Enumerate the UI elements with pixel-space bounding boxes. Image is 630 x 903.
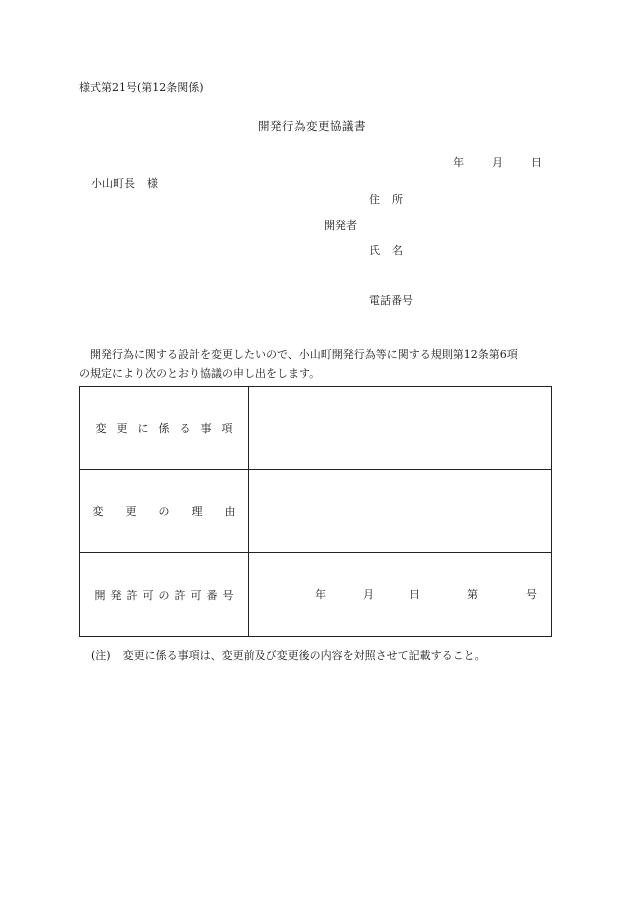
change-reason-field[interactable] <box>249 470 551 552</box>
date-month-label: 月 <box>492 156 503 169</box>
table-row-permit-number <box>80 553 551 636</box>
phone-label: 電話番号 <box>369 294 413 307</box>
change-items-label: 変更に係る事項 <box>95 422 243 435</box>
date-line <box>453 157 542 168</box>
permit-number-field[interactable] <box>249 553 551 636</box>
change-details-table <box>79 386 552 637</box>
permit-month-label: 月 <box>363 588 374 601</box>
name-label <box>369 245 403 256</box>
note-text: 変更に係る事項は、変更前及び変更後の内容を対照させて記載すること。 <box>122 649 486 662</box>
date-day-label: 日 <box>531 156 542 169</box>
addressee <box>91 178 158 189</box>
row-label-permit-number <box>80 553 249 636</box>
request-body-text <box>79 345 555 383</box>
name-label-char-1: 氏 <box>369 244 380 257</box>
change-reason-label: 変更の理由 <box>92 505 258 518</box>
body-line-1: 開発行為に関する設計を変更したいので、小山町開発行為等に関する規則第12条第6項 <box>90 348 518 361</box>
addressee-name: 小山町長 <box>91 177 135 190</box>
row-label-change-items <box>80 387 249 469</box>
name-label-char-2: 名 <box>392 244 403 257</box>
change-items-field[interactable] <box>249 387 551 469</box>
form-number: 様式第21号(第12条関係) <box>79 81 204 94</box>
body-line-2: の規定により次のとおり協議の申し出をします。 <box>79 367 321 380</box>
permit-number-suffix: 号 <box>526 588 537 601</box>
table-row-change-reason <box>80 470 551 553</box>
permit-number-prefix: 第 <box>467 588 478 601</box>
developer-label: 開発者 <box>324 219 357 232</box>
permit-number-label: 開発許可の許可番号 <box>94 588 239 602</box>
date-year-label: 年 <box>453 156 464 169</box>
address-label-char-2: 所 <box>392 193 403 206</box>
row-label-change-reason <box>80 470 258 552</box>
document-title: 開発行為変更協議書 <box>258 119 366 133</box>
address-label <box>369 194 403 205</box>
permit-year-label: 年 <box>315 588 326 601</box>
address-label-char-1: 住 <box>369 193 380 206</box>
table-row-change-items <box>80 387 551 470</box>
permit-day-label: 日 <box>409 588 420 601</box>
note-marker: (注) <box>91 649 111 662</box>
addressee-honorific: 様 <box>147 177 158 190</box>
footnote <box>91 650 486 661</box>
